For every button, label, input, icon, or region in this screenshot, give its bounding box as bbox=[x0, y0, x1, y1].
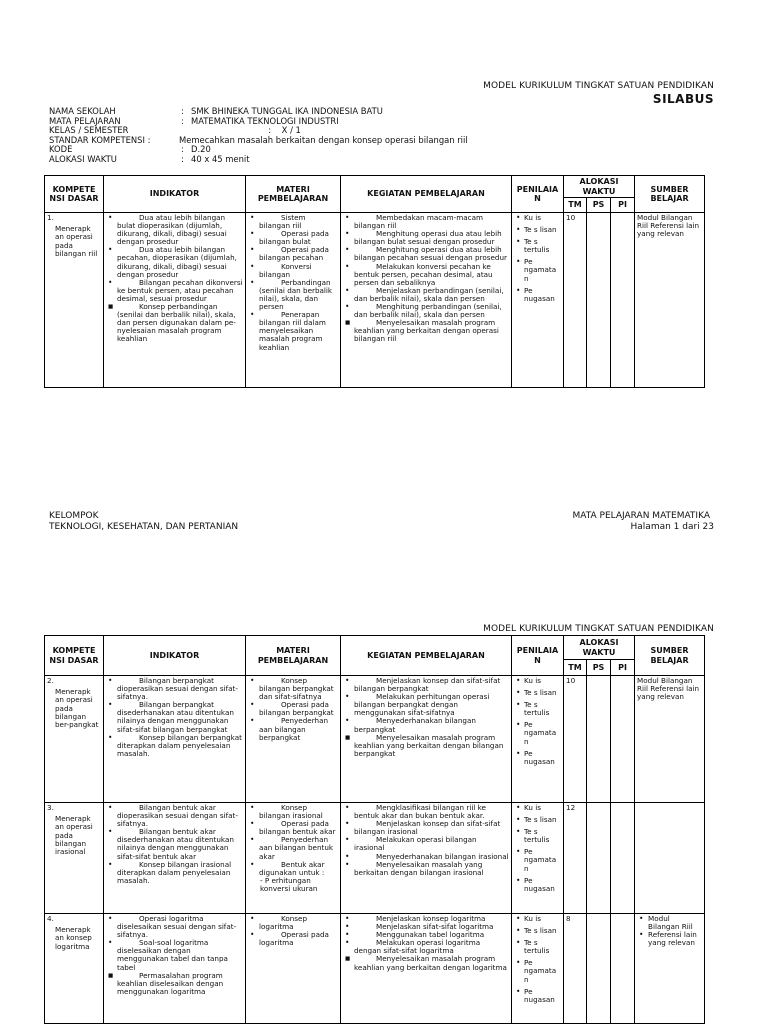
list-item: • Menghitung operasi dua atau lebih bilangan pecahan sesuai dengan prosedur bbox=[343, 246, 509, 262]
penilaian-item: • Pe ngamata n bbox=[514, 959, 561, 983]
penilaian-item: • Te s tertulis bbox=[514, 828, 561, 844]
penilaian-item: • Pe ngamata n bbox=[514, 258, 561, 282]
footer-mapel: MATA PELAJARAN MATEMATIKA bbox=[572, 511, 710, 521]
list-item: • Konsep bilangan berpangkat dan sifat-sifatnya bbox=[248, 677, 338, 701]
list-item: • Soal-soal logaritma diselesaikan dengan menggunakan tabel dan tanpa tabel bbox=[106, 939, 243, 971]
penilaian-item: • Pe nugasan bbox=[514, 988, 561, 1004]
list-item: • Penerapan bilangan riil dalam menyelesaikan masalah program keahlian bbox=[248, 311, 338, 351]
list-item: • Dua atau lebih bilangan pecahan, dioperasikan (dijumlah, dikurang, dikali, dibagi) sesuai dengan prosedur bbox=[106, 246, 243, 278]
list-item: • Melakukan operasi bilangan irasional bbox=[343, 836, 509, 852]
penilaian-item: • Te s lisan bbox=[514, 689, 561, 697]
penilaian-item: • Pe ngamata n bbox=[514, 721, 561, 745]
list-item: • Operasi pada bilangan bentuk akar bbox=[248, 820, 338, 836]
header-pi: PI bbox=[611, 660, 635, 676]
list-item: • Operasi logaritma diselesaikan sesuai dengan sifat-sifatnya. bbox=[106, 915, 243, 939]
penilaian-item: • Te s lisan bbox=[514, 226, 561, 234]
header-tm: TM bbox=[564, 198, 587, 213]
sumber-cell bbox=[635, 803, 705, 914]
table-row bbox=[45, 803, 705, 914]
sumber-cell: Modul Bilangan Riil Referensi lain yang relevan bbox=[635, 213, 705, 388]
penilaian-item: • Pe nugasan bbox=[514, 750, 561, 766]
list-item: • Penyederhan aan bilangan berpangkat bbox=[248, 717, 338, 741]
list-item: • Menghitung operasi dua atau lebih bilangan bulat sesuai dengan prosedur bbox=[343, 230, 509, 246]
header-materi: MATERI PEMBELAJARAN bbox=[246, 636, 341, 676]
list-item: • Melakukan perhitungan operasi bilangan berpangkat dengan menggunakan sifat-sifatnya bbox=[343, 693, 509, 717]
indikator-cell bbox=[104, 914, 246, 1024]
materi-cell bbox=[246, 676, 341, 803]
list-item: • Mengklasifikasi bilangan riil ke bentuk akar dan bukan bentuk akar. bbox=[343, 804, 509, 820]
list-item: • Menghitung perbandingan (senilai, dan berbalik nilai), skala dan persen bbox=[343, 303, 509, 319]
list-item: • Menjelaskan sifat-sifat logaritma bbox=[343, 923, 509, 931]
school-info bbox=[49, 107, 468, 165]
kompetensi-cell: 1. Menerapk an operasi pada bilangan riil bbox=[45, 213, 104, 388]
header-sumber: SUMBER BELAJAR bbox=[635, 176, 705, 213]
header-kegiatan: KEGIATAN PEMBELAJARAN bbox=[341, 636, 512, 676]
ps-cell bbox=[587, 213, 611, 388]
kegiatan-cell bbox=[341, 676, 512, 803]
list-item: • Referensi lain yang relevan bbox=[637, 931, 702, 947]
penilaian-item: • Pe nugasan bbox=[514, 287, 561, 303]
header-kegiatan: KEGIATAN PEMBELAJARAN bbox=[341, 176, 512, 213]
ps-cell bbox=[587, 803, 611, 914]
penilaian-item: • Te s tertulis bbox=[514, 701, 561, 717]
pi-cell bbox=[611, 803, 635, 914]
list-item: ■ Konsep perbandingan (senilai dan berbalik nilai), skala, dan persen digunakan dalam pe-nyelesaian masalah program keahlian bbox=[106, 303, 243, 343]
ps-cell bbox=[587, 676, 611, 803]
list-item: • Operasi pada logaritma bbox=[248, 931, 338, 947]
list-item: • Menyederhanakan bilangan irasional bbox=[343, 853, 509, 861]
materi-cell bbox=[246, 213, 341, 388]
list-item: • Melakukan konversi pecahan ke bentuk persen, pecahan desimal, atau persen dan sebaliknya bbox=[343, 263, 509, 287]
table-row bbox=[45, 676, 705, 803]
table-row bbox=[45, 213, 705, 388]
indikator-cell bbox=[104, 803, 246, 914]
list-item: • Bilangan pecahan dikonversi ke bentuk persen, atau pecahan desimal, sesuai prosedur bbox=[106, 279, 243, 303]
sumber-cell: Modul Bilangan Riil Referensi lain yang relevan bbox=[635, 676, 705, 803]
list-item: • Perbandingan (senilai dan berbalik nilai), skala, dan persen bbox=[248, 279, 338, 311]
kegiatan-cell bbox=[341, 803, 512, 914]
penilaian-item: • Te s tertulis bbox=[514, 939, 561, 955]
header-tm: TM bbox=[564, 660, 587, 676]
header-kompetensi: KOMPETE NSI DASAR bbox=[45, 636, 104, 676]
header-kompetensi: KOMPETE NSI DASAR bbox=[45, 176, 104, 213]
penilaian-item: • Ku is bbox=[514, 214, 561, 222]
list-item: • Menjelaskan konsep logaritma bbox=[343, 915, 509, 923]
tm-cell: 10 bbox=[564, 676, 587, 803]
pi-cell bbox=[611, 213, 635, 388]
header-alokasi: ALOKASI WAKTU bbox=[564, 636, 635, 660]
penilaian-item: • Ku is bbox=[514, 915, 561, 923]
list-item: • Melakukan operasi logaritma dengan sifat-sifat logaritma bbox=[343, 939, 509, 955]
syllabus-table bbox=[44, 635, 705, 1024]
list-item: • Operasi pada bilangan pecahan bbox=[248, 246, 338, 262]
tm-cell: 12 bbox=[564, 803, 587, 914]
header-pi: PI bbox=[611, 198, 635, 213]
penilaian-item: • Te s lisan bbox=[514, 816, 561, 824]
ps-cell bbox=[587, 914, 611, 1024]
penilaian-item: • Pe nugasan bbox=[514, 877, 561, 893]
header-ps: PS bbox=[587, 660, 611, 676]
silabus-title: SILABUS bbox=[652, 92, 714, 106]
tm-cell: 8 bbox=[564, 914, 587, 1024]
penilaian-item: • Pe ngamata n bbox=[514, 848, 561, 872]
sumber-cell bbox=[635, 914, 705, 1024]
header-materi: MATERI PEMBELAJARAN bbox=[246, 176, 341, 213]
header-sumber: SUMBER BELAJAR bbox=[635, 636, 705, 676]
list-item: • Dua atau lebih bilangan bulat dioperasikan (dijumlah, dikurang, dikali, dibagi) sesuai dengan prosedur bbox=[106, 214, 243, 246]
list-item: ■ Menyelesaikan masalah program keahlian yang berkaitan dengan bilangan berpangkat bbox=[343, 734, 509, 758]
list-item: • Modul Bilangan Riil bbox=[637, 915, 702, 931]
header-penilaian: PENILAIA N bbox=[512, 636, 564, 676]
penilaian-cell bbox=[512, 803, 564, 914]
info-row: KELAS / SEMESTER : X / 1 bbox=[49, 125, 301, 136]
kompetensi-cell: 4. Menerapk an konsep logaritma bbox=[45, 914, 104, 1024]
list-item: • Menggunakan tabel logaritma bbox=[343, 931, 509, 939]
list-item: • Bilangan berpangkat disederhanakan atau ditentukan nilainya dengan menggunakan sifat-sifat bilangan berpangkat bbox=[106, 701, 243, 733]
info-row: KODE : D.20 bbox=[49, 144, 211, 155]
list-item: • Konsep bilangan berpangkat diterapkan dalam penyelesaian masalah. bbox=[106, 734, 243, 758]
header-ps: PS bbox=[587, 198, 611, 213]
materi-cell bbox=[246, 803, 341, 914]
list-item: • Bilangan berpangkat dioperasikan sesuai dengan sifat-sifatnya. bbox=[106, 677, 243, 701]
list-item: • Bentuk akar digunakan untuk : bbox=[248, 861, 338, 877]
list-item: ■ Menyelesaikan masalah program keahlian yang berkaitan dengan operasi bilangan riil bbox=[343, 319, 509, 343]
header-penilaian: PENILAIA N bbox=[512, 176, 564, 213]
penilaian-item: • Ku is bbox=[514, 804, 561, 812]
penilaian-cell bbox=[512, 213, 564, 388]
kompetensi-cell: 3. Menerapk an operasi pada bilangan irasional bbox=[45, 803, 104, 914]
footer-bidang: TEKNOLOGI, KESEHATAN, DAN PERTANIAN bbox=[49, 522, 239, 532]
page-header bbox=[483, 81, 714, 106]
header-alokasi: ALOKASI WAKTU bbox=[564, 176, 635, 198]
list-item: • Operasi pada bilangan bulat bbox=[248, 230, 338, 246]
model-title: MODEL KURIKULUM TINGKAT SATUAN PENDIDIKAN bbox=[483, 81, 714, 91]
list-item: • Konversi bilangan bbox=[248, 263, 338, 279]
header-indikator: INDIKATOR bbox=[104, 636, 246, 676]
table-row bbox=[45, 914, 705, 1024]
indikator-cell bbox=[104, 213, 246, 388]
list-item: • Sistem bilangan riil bbox=[248, 214, 338, 230]
list-item: • Bilangan bentuk akar dioperasikan sesuai dengan sifat-sifatnya. bbox=[106, 804, 243, 828]
penilaian-item: • Te s tertulis bbox=[514, 238, 561, 254]
list-item: • Membedakan macam-macam bilangan riil bbox=[343, 214, 509, 230]
list-item: • Operasi pada bilangan berpangkat bbox=[248, 701, 338, 717]
info-row: ALOKASI WAKTU : 40 x 45 menit bbox=[49, 153, 250, 164]
list-item: • Konsep logaritma bbox=[248, 915, 338, 931]
syllabus-table bbox=[44, 175, 705, 388]
info-row: NAMA SEKOLAH : SMK BHINEKA TUNGGAL IKA INDONESIA BATU bbox=[49, 106, 383, 116]
list-item: • Konsep bilangan irasional bbox=[248, 804, 338, 820]
penilaian-cell bbox=[512, 676, 564, 803]
info-row: STANDAR KOMPETENSI : Memecahkan masalah berkaitan dengan konsep operasi bilangan riil bbox=[49, 134, 468, 145]
list-item: • Konsep bilangan irasional diterapkan dalam penyelesaian masalah. bbox=[106, 861, 243, 885]
kegiatan-cell bbox=[341, 914, 512, 1024]
penilaian-item: • Te s lisan bbox=[514, 927, 561, 935]
list-item: • Menjelaskan perbandingan (senilai, dan berbalik nilai), skala dan persen bbox=[343, 287, 509, 303]
materi-subitem: - P erhitungan konversi ukuran bbox=[260, 875, 318, 893]
list-item: • Menjelaskan konsep dan sifat-sifat bilangan berpangkat bbox=[343, 677, 509, 693]
list-item: ■ Menyelesaikan masalah program keahlian yang berkaitan dengan logaritma bbox=[343, 955, 509, 971]
list-item: • Menyederhanakan bilangan berpangkat bbox=[343, 717, 509, 733]
materi-cell bbox=[246, 914, 341, 1024]
info-row: MATA PELAJARAN : MATEMATIKA TEKNOLOGI INDUSTRI bbox=[49, 115, 339, 126]
footer-kelompok: KELOMPOK bbox=[49, 511, 99, 521]
model-title: MODEL KURIKULUM TINGKAT SATUAN PENDIDIKAN bbox=[483, 624, 714, 634]
pi-cell bbox=[611, 676, 635, 803]
kegiatan-cell bbox=[341, 213, 512, 388]
page-header bbox=[483, 624, 714, 634]
pi-cell bbox=[611, 914, 635, 1024]
penilaian-cell bbox=[512, 914, 564, 1024]
footer-right bbox=[572, 511, 714, 533]
footer-page-number: Halaman 1 dari 23 bbox=[630, 522, 714, 532]
list-item: • Penyederhan aan bilangan bentuk akar bbox=[248, 836, 338, 860]
tm-cell: 10 bbox=[564, 213, 587, 388]
list-item: • Menjelaskan konsep dan sifat-sifat bilangan irasional bbox=[343, 820, 509, 836]
footer-left bbox=[49, 511, 238, 533]
penilaian-item: • Ku is bbox=[514, 677, 561, 685]
list-item: ■ Permasalahan program keahlian diselesaikan dengan menggunakan logaritma bbox=[106, 972, 243, 996]
indikator-cell bbox=[104, 676, 246, 803]
header-indikator: INDIKATOR bbox=[104, 176, 246, 213]
kompetensi-cell: 2. Menerapk an operasi pada bilangan ber-pangkat bbox=[45, 676, 104, 803]
list-item: • Menyelesaikan masalah yang berkaitan dengan bilangan irasional bbox=[343, 861, 509, 877]
list-item: • Bilangan bentuk akar disederhanakan atau ditentukan nilainya dengan menggunakan sifat-sifat bentuk akar bbox=[106, 828, 243, 860]
